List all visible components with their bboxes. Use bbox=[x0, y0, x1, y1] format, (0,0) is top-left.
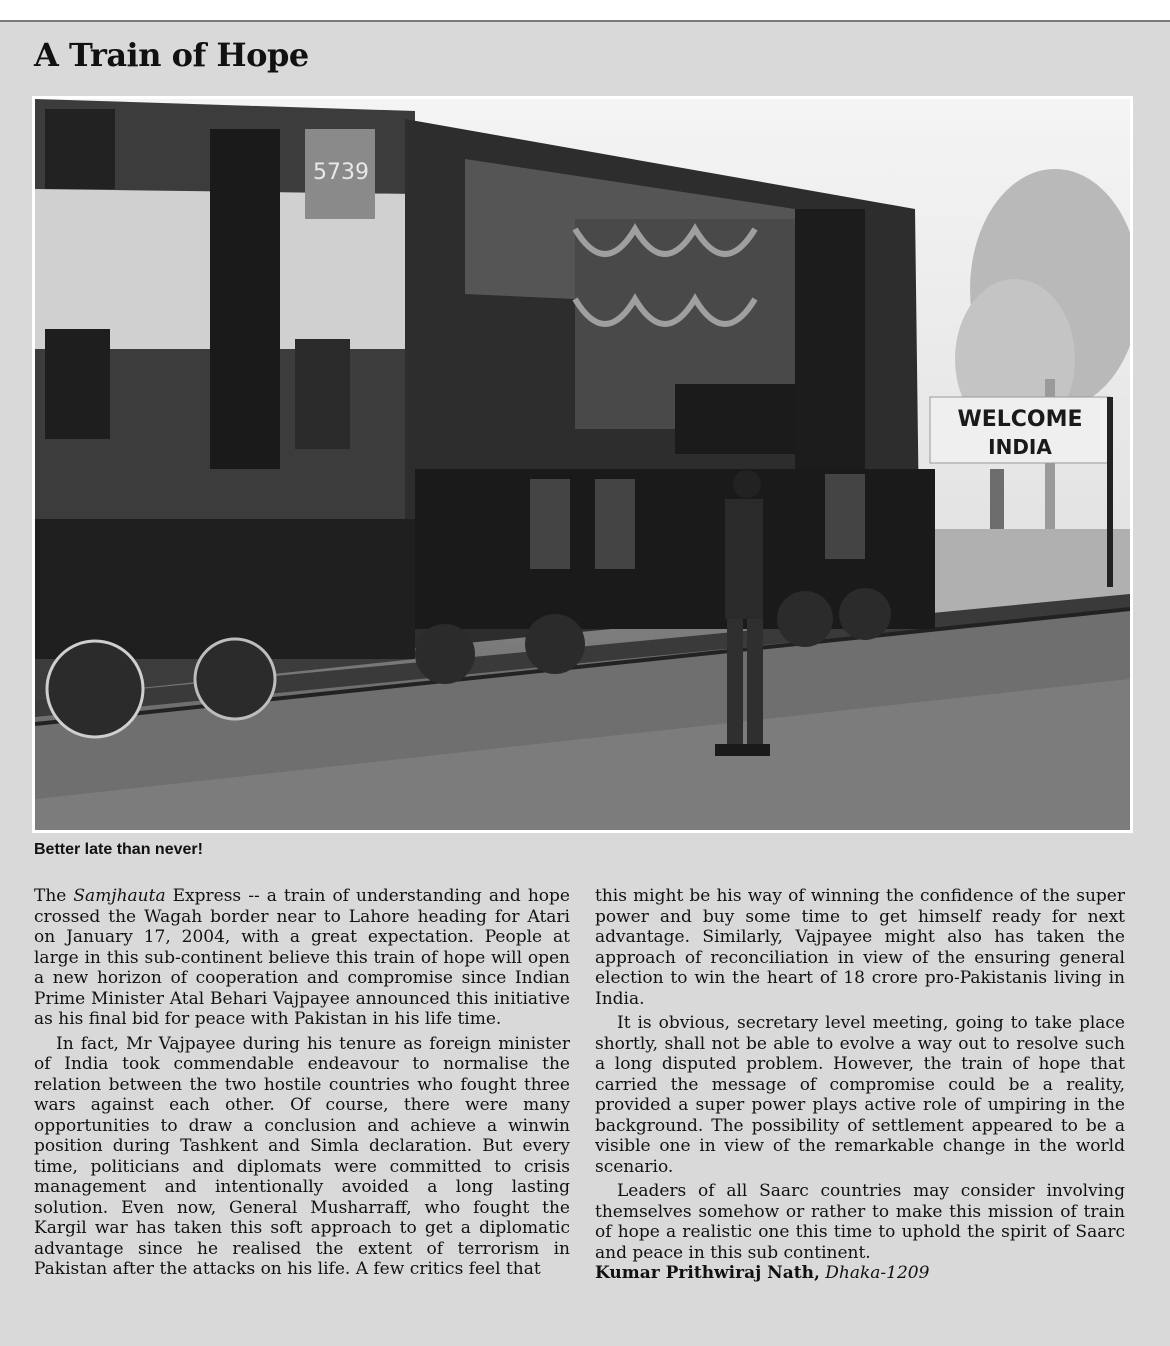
byline-place: Dhaka-1209 bbox=[825, 1263, 930, 1283]
byline-name: Kumar Prithwiraj Nath, bbox=[595, 1263, 820, 1283]
samjhauta-emphasis: Samjhauta bbox=[73, 886, 166, 906]
article-column-1 bbox=[34, 886, 570, 1280]
paragraph-2-continued: this might be his way of winning the confidence of the super power and buy some time to get himself ready for next advantage. Similarly, Vajpayee might also has taken the approach of reconciliation in view of the ensuring general election to win the heart of 18 crore pro-Pakistanis living in India. bbox=[595, 886, 1125, 1009]
paragraph-2: In fact, Mr Vajpayee during his tenure as foreign minister of India took commendable endeavour to normalise the relation between the two hostile countries who fought three wars against each other. Of course, there were many opportunities to draw a conclusion and achieve a winwin position during Tashkent and Simla declaration. But every time, politicians and diplomats were committed to crisis management and intentionally avoided a long lasting solution. Even now, General Musharraff, who fought the Kargil war has taken this soft approach to get a diplomatic advantage since he realised the extent of terrorism in Pakistan after the attacks on his life. A few critics feel that bbox=[34, 1033, 570, 1279]
loco-number: 5739 bbox=[313, 160, 369, 185]
sign-welcome-text: WELCOME bbox=[957, 407, 1083, 432]
train-photo bbox=[35, 99, 1130, 830]
article-title: A Train of Hope bbox=[34, 36, 309, 74]
article-photo bbox=[32, 96, 1133, 833]
photo-caption: Better late than never! bbox=[34, 841, 203, 858]
paragraph-1: The Samjhauta Express -- a train of understanding and hope crossed the Wagah border near to Lahore heading for Atari on January 17, 2004, with a great expectation. People at large in this sub-continent believe this train of hope will open a new horizon of cooperation and compromise since Indian Prime Minister Atal Behari Vajpayee announced this initiative as his final bid for peace with Pakistan in his life time. bbox=[34, 886, 570, 1029]
paragraph-4: Leaders of all Saarc countries may consider involving themselves somehow or rather to make this mission of train of hope a realistic one this time to uphold the spirit of Saarc and peace in this sub continent. bbox=[595, 1181, 1125, 1263]
article-column-2 bbox=[595, 886, 1125, 1284]
sign-india-text: INDIA bbox=[988, 435, 1052, 459]
byline bbox=[595, 1263, 1125, 1284]
paragraph-3: It is obvious, secretary level meeting, going to take place shortly, shall not be able to evolve a way out to resolve such a long disputed problem. However, the train of hope that carried the message of compromise could be a reality, provided a super power plays active role of umpiring in the background. The possibility of settlement appeared to be a visible one in view of the remarkable change in the world scenario. bbox=[595, 1013, 1125, 1177]
